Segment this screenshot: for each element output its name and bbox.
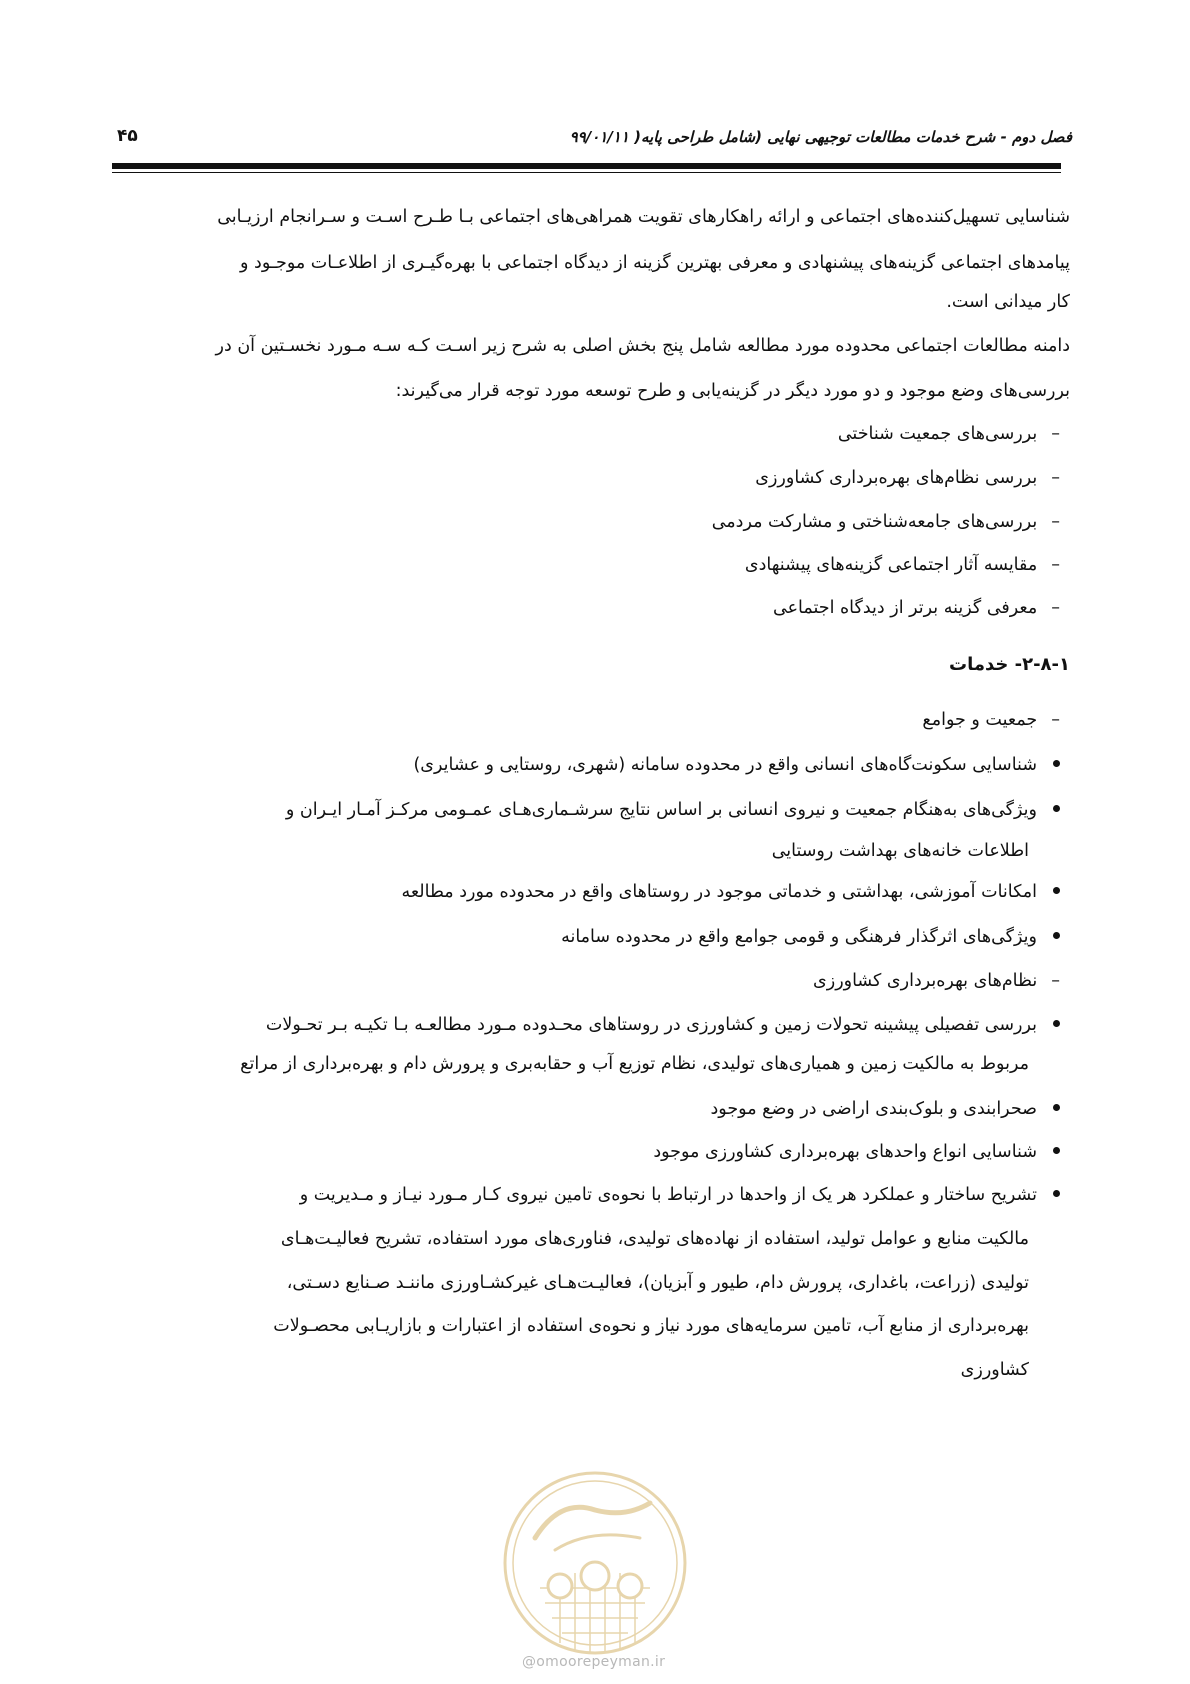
bullet-continuation: مالکیت منابع و عوامل تولید، استفاده از نهاده‌های تولیدی، فناوری‌های مورد استفاده، تشریح فعالیـت‌هـای [280, 1229, 1029, 1249]
scope-item: –معرفی گزینه برتر از دیدگاه اجتماعی [773, 598, 1060, 618]
bullet-dot [1053, 887, 1060, 894]
watermark-site: @omoorepeyman.ir [522, 1654, 666, 1670]
bullet-item: امکانات آموزشی، بهداشتی و خدماتی موجود در روستاهای واقع در محدوده مورد مطالعه [401, 879, 1060, 905]
bullet-dot [1053, 1147, 1060, 1154]
dash-marker: – [1051, 598, 1060, 618]
subsection-title-population: –جمعیت و جوامع [922, 710, 1060, 730]
section-heading: ۲-۸-۱- خدمات [948, 654, 1070, 675]
intro-line-4: دامنه مطالعات اجتماعی محدوده مورد مطالعه شامل پنج بخش اصلی به شرح زیر اسـت کـه سـه مـورد نخسـتین آن در [215, 336, 1070, 356]
dash-marker: – [1051, 424, 1060, 444]
bullet-continuation: اطلاعات خانه‌های بهداشت روستایی [771, 841, 1029, 861]
bullet-continuation: مربوط به مالکیت زمین و همیاری‌های تولیدی، نظام توزیع آب و حقابه‌بری و پرورش دام و بهره‌برداری از مراتع [240, 1054, 1029, 1074]
bullet-item: ویژگی‌های اثرگذار فرهنگی و قومی جوامع واقع در محدوده سامانه [561, 924, 1060, 950]
dash-marker: – [1051, 555, 1060, 575]
scope-item: –مقایسه آثار اجتماعی گزینه‌های پیشنهادی [744, 555, 1060, 575]
bullet-dot [1053, 760, 1060, 767]
intro-line-3: کار میدانی است. [946, 292, 1070, 312]
scope-item: –بررسی‌های جمعیت شناختی [837, 424, 1060, 444]
header-rule-thick [112, 163, 1061, 169]
intro-line-5: بررسی‌های وضع موجود و دو مورد دیگر در گزینه‌یابی و طرح توسعه مورد توجه قرار می‌گیرند: [395, 381, 1070, 401]
scope-item: –بررسی‌های جامعه‌شناختی و مشارکت مردمی [711, 512, 1060, 532]
bullet-dot [1053, 932, 1060, 939]
bullet-continuation: تولیدی (زراعت، باغداری، پرورش دام، طیور و آبزیان)، فعالیـت‌هـای غیرکشـاورزی ماننـد صـنایع دسـتی، [286, 1273, 1029, 1293]
bullet-continuation: کشاورزی [960, 1360, 1029, 1380]
bullet-continuation: بهره‌برداری از منابع آب، تامین سرمایه‌های مورد نیاز و نحوه‌ی استفاده از اعتبارات و بازاریـابی محصـولات [273, 1316, 1029, 1336]
bullet-dot [1053, 1020, 1060, 1027]
bullet-dot [1053, 805, 1060, 812]
bullet-item: شناسایی انواع واحدهای بهره‌برداری کشاورزی موجود [653, 1139, 1060, 1165]
dash-marker: – [1051, 512, 1060, 532]
bullet-item: بررسی تفصیلی پیشینه تحولات زمین و کشاورزی در روستاهای محـدوده مـورد مطالعـه بـا تکیـه بـر تحـولات [266, 1012, 1060, 1038]
bullet-item: ویژگی‌های به‌هنگام جمعیت و نیروی انسانی بر اساس نتایج سرشـماری‌هـای عمـومی مرکـز آمـار ایـران و [286, 797, 1060, 823]
dash-marker: – [1051, 710, 1060, 730]
intro-line-2: پیامدهای اجتماعی گزینه‌های پیشنهادی و معرفی بهترین گزینه از دیدگاه اجتماعی با بهره‌گیـری از اطلاعـات موجـود و [240, 253, 1070, 273]
scope-item: –بررسی نظام‌های بهره‌برداری کشاورزی [755, 468, 1060, 488]
dash-marker: – [1051, 971, 1060, 991]
page-number: ۴۵ [117, 126, 138, 146]
bullet-dot [1053, 1104, 1060, 1111]
bullet-item: شناسایی سکونت‌گاه‌های انسانی واقع در محدوده سامانه (شهری، روستایی و عشایری) [413, 752, 1060, 778]
watermark-seal-logo [500, 1468, 690, 1658]
intro-line-1: شناسایی تسهیل‌کننده‌های اجتماعی و ارائه راهکارهای تقویت همراهی‌های اجتماعی بـا طـرح اسـت و سـرانجام ارزیـابی [217, 207, 1070, 227]
bullet-dot [1053, 1190, 1060, 1197]
bullet-item: تشریح ساختار و عملکرد هر یک از واحدها در ارتباط با نحوه‌ی تامین نیروی کـار مـورد نیـاز و مـدیریت و [300, 1182, 1060, 1208]
header-rule-thin [112, 172, 1061, 173]
bullet-item: صحرابندی و بلوک‌بندی اراضی در وضع موجود [711, 1096, 1061, 1122]
subsection-title-farming: –نظام‌های بهره‌برداری کشاورزی [813, 971, 1060, 991]
dash-marker: – [1051, 468, 1060, 488]
running-header-title: فصل دوم - شرح خدمات مطالعات توجیهی نهایی (شامل طراحی پایه( ۹۹/۰۱/۱۱ [569, 128, 1072, 146]
